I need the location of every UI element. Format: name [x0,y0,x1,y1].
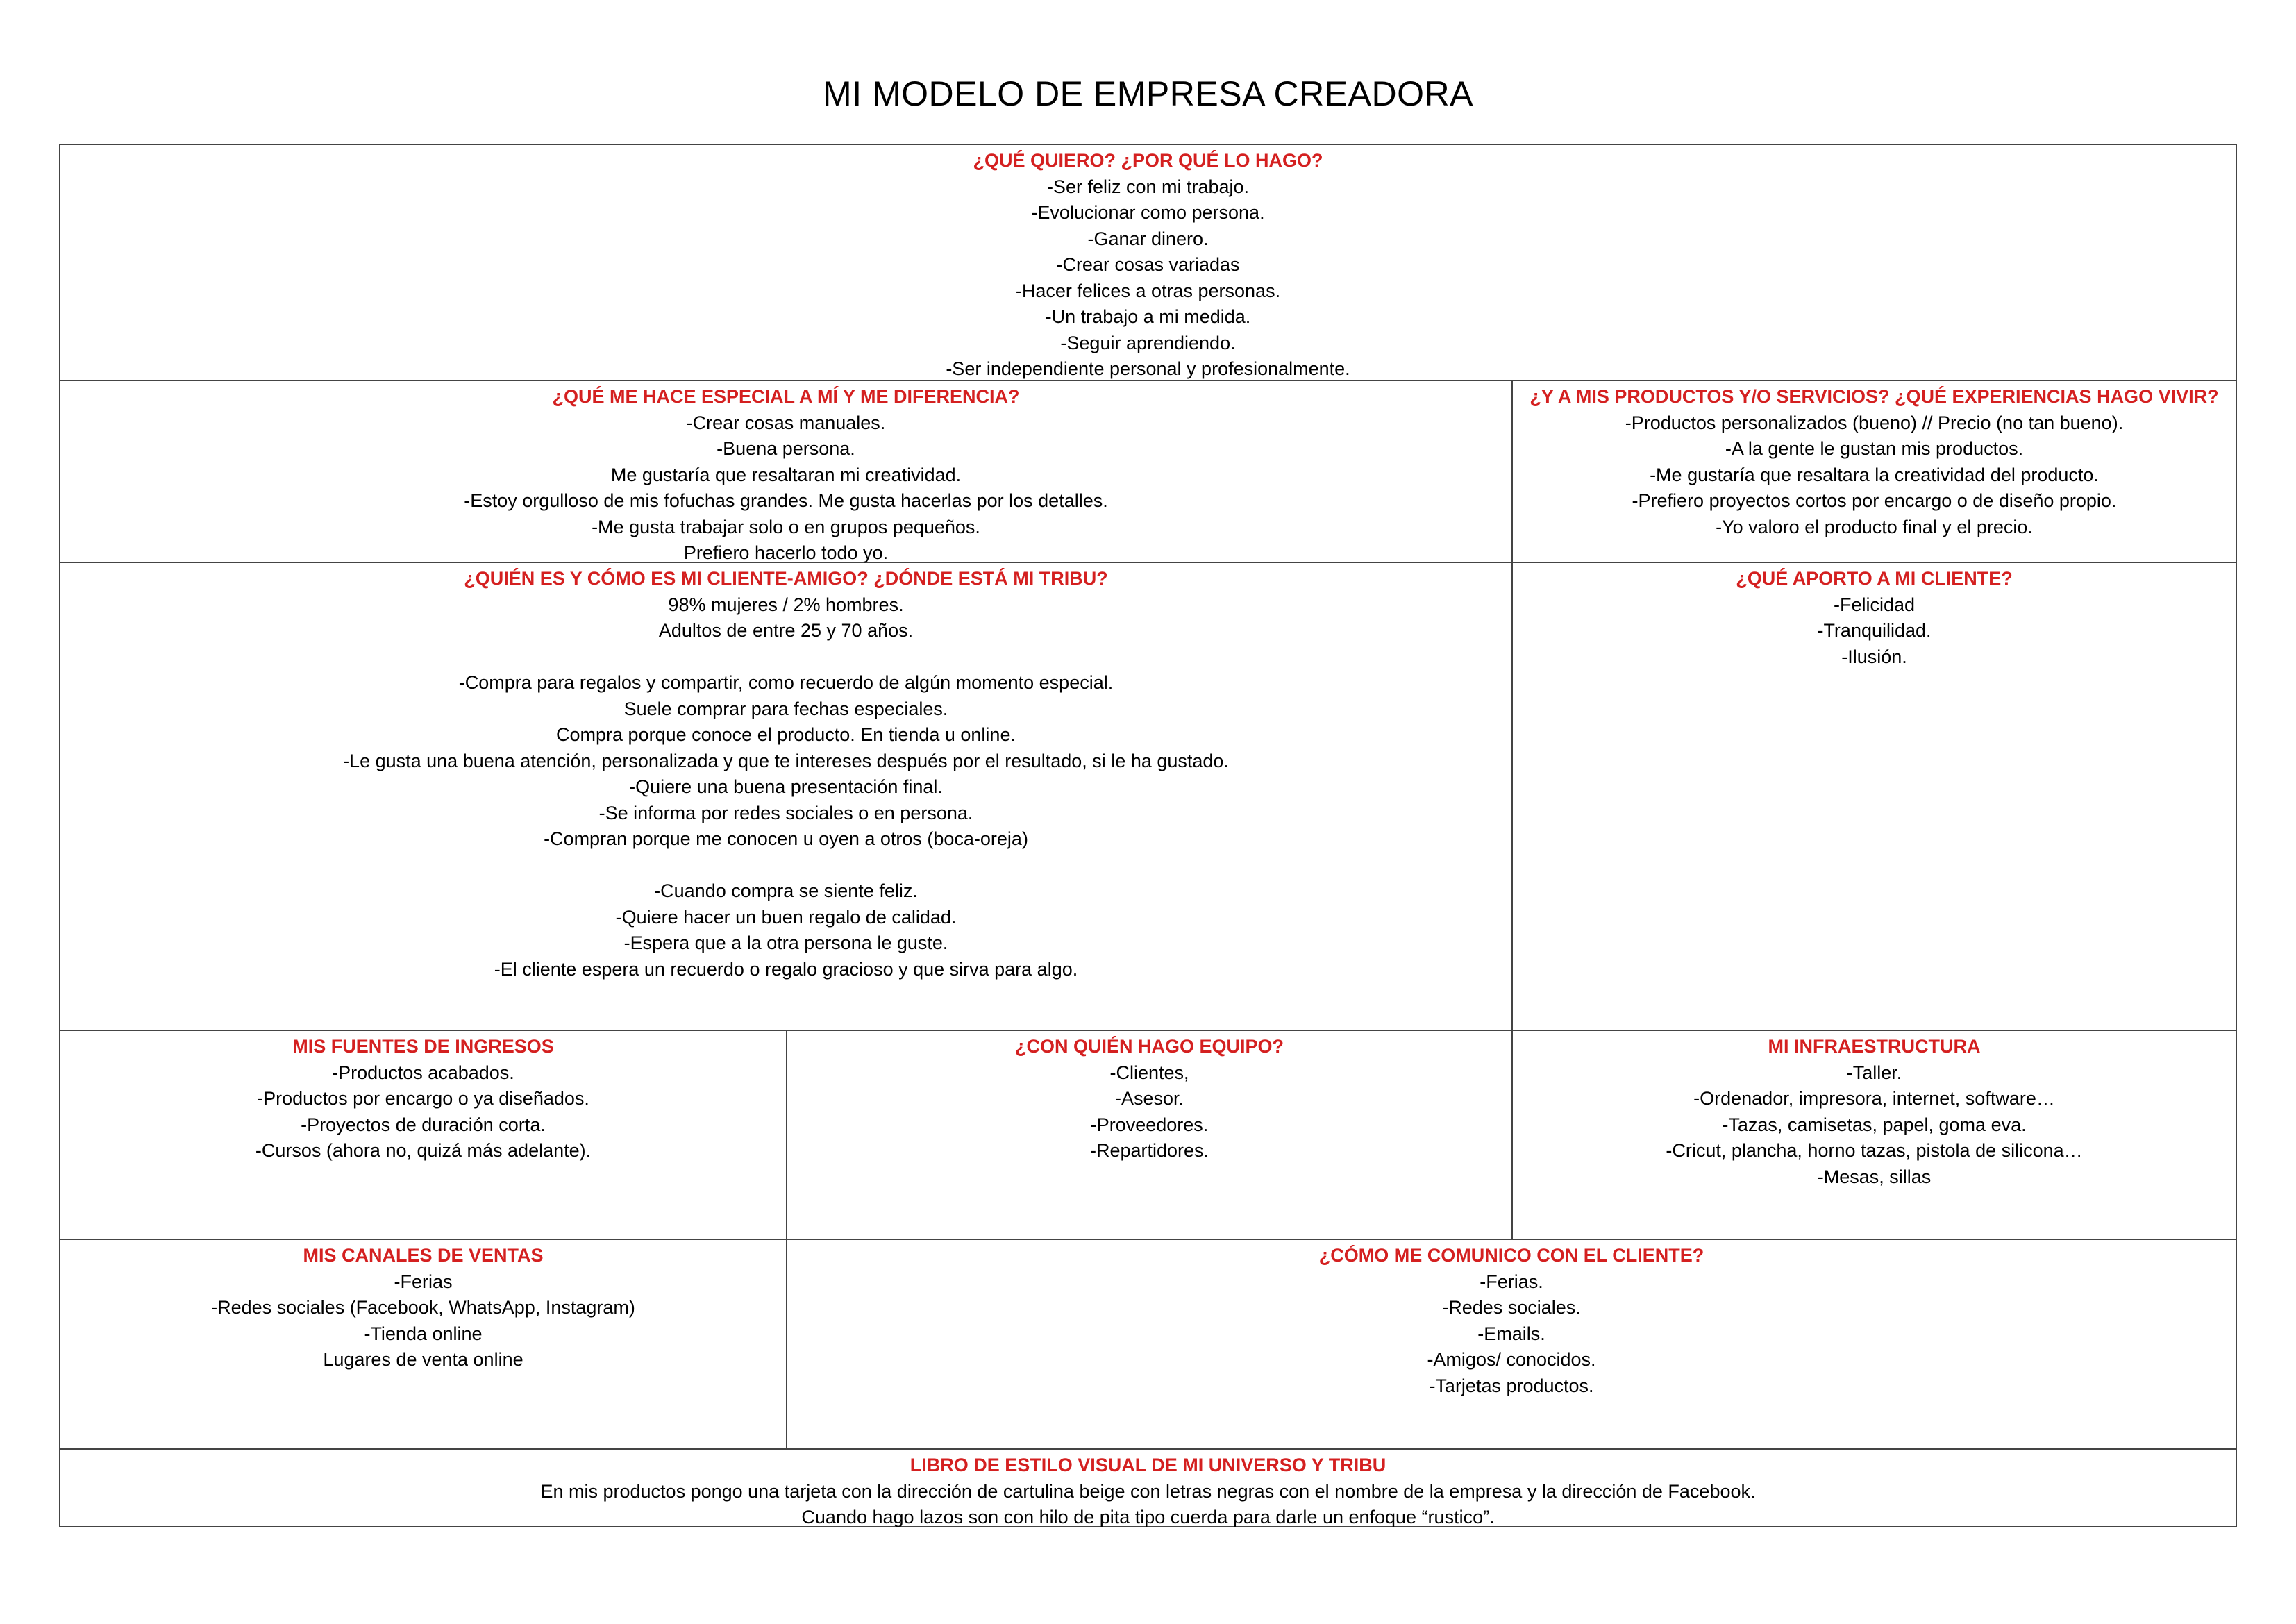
section-line: -El cliente espera un recuerdo o regalo gracioso y que sirva para algo. [494,958,1078,980]
section-line: Lugares de venta online [323,1349,523,1370]
section-line: -Redes sociales (Facebook, WhatsApp, Instagram) [211,1297,635,1318]
special-section [60,381,1511,562]
section-line: Compra porque conoce el producto. En tienda u online. [556,724,1016,745]
section-line: -Crear cosas manuales. [686,412,886,433]
section-line: Prefiero hacerlo todo yo. [683,542,889,563]
products-section [1513,381,2236,562]
section-line: -Ser feliz con mi trabajo. [1046,176,1250,197]
section-line: -Proveedores. [1090,1114,1209,1135]
section-heading: ¿Y A MIS PRODUCTOS Y/O SERVICIOS? ¿QUÉ EXPERIENCIAS HAGO VIVIR? [1530,386,2219,407]
section-line: -Mesas, sillas [1817,1166,1932,1187]
section-line: -Taller. [1846,1062,1902,1083]
section-line: -Tranquilidad. [1817,620,1932,641]
infrastructure-section [1513,1031,2236,1239]
client-section [60,563,1511,1030]
section-line: -Emails. [1477,1323,1545,1344]
section-line: -Ferias [394,1271,453,1292]
section-line: -Cuando compra se siente feliz. [654,880,918,901]
section-line: -Tazas, camisetas, papel, goma eva. [1722,1114,2027,1135]
business-model-canvas [59,144,2237,1527]
section-heading: MIS FUENTES DE INGRESOS [292,1036,554,1057]
income-section [60,1031,786,1239]
section-line: -Productos personalizados (bueno) // Precio (no tan bueno). [1625,412,2124,433]
section-line: Adultos de entre 25 y 70 años. [658,620,914,641]
section-line: -Compra para regalos y compartir, como recuerdo de algún momento especial. [458,672,1114,693]
section-line: -Ferias. [1480,1271,1543,1292]
section-heading: ¿QUÉ APORTO A MI CLIENTE? [1736,568,2013,589]
section-line: -Repartidores. [1089,1140,1209,1161]
section-line: -Cursos (ahora no, quizá más adelante). [255,1140,592,1161]
section-line: -Yo valoro el producto final y el precio. [1716,516,2033,537]
section-line: -Proyectos de duración corta. [301,1114,546,1135]
section-line: -Seguir aprendiendo. [1060,332,1236,353]
section-line: -Prefiero proyectos cortos por encargo o de diseño propio. [1632,490,2117,511]
section-line [60,644,1511,671]
sales-section [60,1240,786,1448]
section-line: -Crear cosas variadas [1056,254,1240,275]
section-line: En mis productos pongo una tarjeta con la dirección de cartulina beige con letras negras con el nombre de la empresa y la dirección de Facebook. [540,1480,1756,1502]
section-line: -Quiere una buena presentación final. [629,776,943,797]
section-heading: ¿QUÉ ME HACE ESPECIAL A MÍ Y ME DIFERENCIA? [552,386,1020,407]
section-line: -Amigos/ conocidos. [1427,1349,1596,1370]
section-line: -Cricut, plancha, horno tazas, pistola de silicona… [1666,1140,2083,1161]
why-section [60,145,2236,380]
section-line: -Felicidad [1833,594,1916,615]
section-heading: ¿CÓMO ME COMUNICO CON EL CLIENTE? [1318,1245,1704,1266]
contribution-section [1513,563,2236,1030]
section-line: -Ser independiente personal y profesionalmente. [946,358,1350,379]
section-line: -Tienda online [364,1323,483,1344]
section-line: -Me gusta trabajar solo o en grupos pequeños. [592,516,980,537]
section-line: -Compran porque me conocen u oyen a otros (boca-oreja) [544,828,1028,849]
section-heading: MI INFRAESTRUCTURA [1768,1036,1981,1057]
section-line [60,853,1511,879]
section-line: -Buena persona. [717,438,855,459]
section-heading: ¿QUIÉN ES Y CÓMO ES MI CLIENTE-AMIGO? ¿DÓNDE ESTÁ MI TRIBU? [464,568,1108,589]
section-heading: MIS CANALES DE VENTAS [303,1245,544,1266]
section-line: -Ilusión. [1841,646,1907,667]
section-line: Suele comprar para fechas especiales. [623,698,948,719]
section-heading: ¿QUÉ QUIERO? ¿POR QUÉ LO HAGO? [973,150,1323,171]
section-line: -Le gusta una buena atención, personalizada y que te intereses después por el resultado, si le ha gustado. [343,750,1229,771]
page-title: MI MODELO DE EMPRESA CREADORA [823,74,1473,113]
communication-section [787,1240,2236,1448]
section-line: Me gustaría que resaltaran mi creatividad. [610,464,962,485]
section-line: -Redes sociales. [1442,1297,1581,1318]
section-line: 98% mujeres / 2% hombres. [668,594,904,615]
section-line: -Asesor. [1114,1088,1184,1109]
section-line: -Hacer felices a otras personas. [1015,280,1281,301]
team-section [787,1031,1511,1239]
section-line: -Ordenador, impresora, internet, software… [1693,1088,2055,1109]
section-line: -Quiere hacer un buen regalo de calidad. [615,906,957,928]
section-line: -Un trabajo a mi medida. [1045,306,1251,327]
section-heading: ¿CON QUIÉN HAGO EQUIPO? [1014,1036,1284,1057]
section-heading: LIBRO DE ESTILO VISUAL DE MI UNIVERSO Y TRIBU [910,1455,1386,1475]
section-line: -Evolucionar como persona. [1031,202,1265,223]
section-line: -Clientes, [1109,1062,1189,1083]
section-line: -Tarjetas productos. [1429,1375,1594,1396]
section-line: -Estoy orgulloso de mis fofuchas grandes. Me gusta hacerlas por los detalles. [464,490,1108,511]
section-line: -Productos por encargo o ya diseñados. [257,1088,589,1109]
section-line: -A la gente le gustan mis productos. [1725,438,2024,459]
style-section [60,1450,2236,1526]
section-line: -Se informa por redes sociales o en persona. [598,802,973,823]
section-line: -Espera que a la otra persona le guste. [623,932,948,953]
section-line: -Me gustaría que resaltara la creatividad del producto. [1650,464,2099,485]
section-line: -Productos acabados. [332,1062,514,1083]
section-line: -Ganar dinero. [1087,228,1209,249]
section-line: Cuando hago lazos son con hilo de pita tipo cuerda para darle un enfoque “rustico”. [801,1507,1495,1527]
